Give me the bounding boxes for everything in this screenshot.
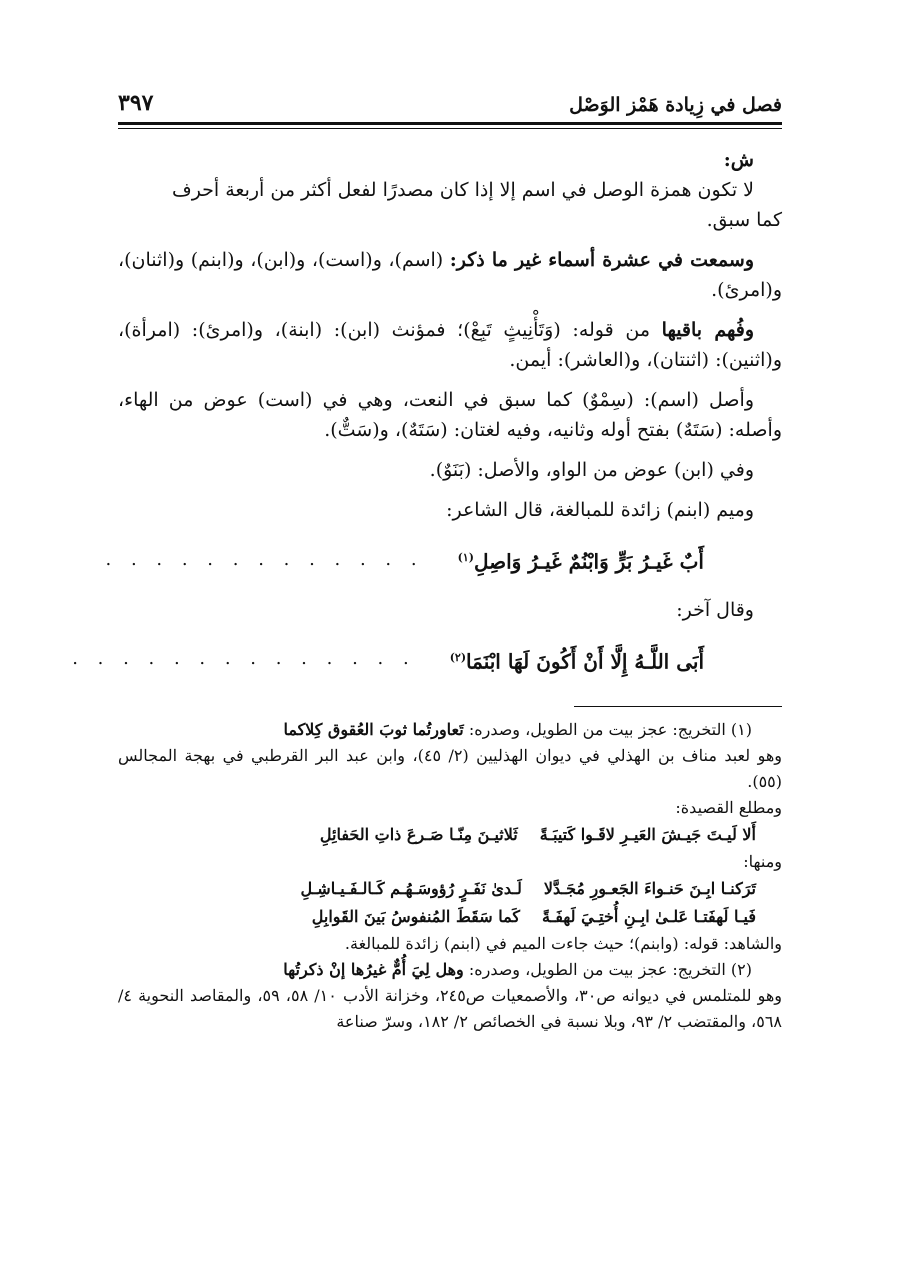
poem-line-1 bbox=[118, 821, 782, 849]
poem-line-2-second: لَـدىٰ نَفَـرٍ رُؤوسَـهُـم كَـالـفَـيـاشِـلِ bbox=[300, 879, 522, 899]
footnote-2-label: (٢) التخريج: عجز بيت من الطويل، وصدره: bbox=[463, 960, 752, 980]
verse-2-hemistich: أَبَى اللَّـهُ إِلَّا أَنْ أَكُونَ لَهَا ابْنَمَا bbox=[466, 649, 704, 674]
header-rule-thick bbox=[118, 122, 782, 125]
paragraph-1-line-1: لا تكون همزة الوصل في اسم إلا إذا كان مصدرًا لفعل أكثر من أربعة أحرف bbox=[172, 179, 754, 201]
page-number: ٣٩٧ bbox=[118, 90, 154, 116]
footnote-1-verse: تَعاورتُما ثوبَ العُقوق كِلاكما bbox=[283, 720, 464, 740]
footnote-2-source: وهو للمتلمس في ديوانه ص٣٠، والأصمعيات ص٢٤٥، وخزانة الأدب ١٠/ ٥٨، ٥٩، والمقاصد النحوية ٤/ ٥٦٨، والمقتضب ٢/ ٩٣، وبلا نسبة في الخصائص ٢/ ١٨٢، وسرّ صناعة bbox=[118, 986, 783, 1032]
paragraph-1-line-2: كما سبق. bbox=[706, 209, 782, 231]
verse-2-text bbox=[450, 643, 704, 677]
footnote-1-head bbox=[118, 717, 782, 743]
footnote-1-matla: ومطلع القصيدة: bbox=[675, 798, 782, 818]
paragraph-7: وقال آخر: bbox=[676, 598, 754, 621]
footnote-2-head bbox=[118, 957, 782, 983]
poem-line-3-second: كَما سَقَطَ المُنفوسُ بَينَ القَوابِلِ bbox=[311, 907, 520, 927]
paragraph-5: وفي (ابن) عوض من الواو، والأصل: (بَنَوٌ). bbox=[429, 459, 754, 481]
footnote-1-source: وهو لعبد مناف بن الهذلي في ديوان الهذليين (٢/ ٤٥)، وابن عبد البر القرطبي في بهجة المجالس (٥٥). bbox=[118, 746, 782, 792]
poem-line-3 bbox=[118, 903, 782, 931]
verse-2-dots: . . . . . . . . . . . . . . bbox=[72, 648, 416, 670]
verse-2 bbox=[72, 643, 782, 677]
page-header bbox=[118, 82, 782, 116]
footnotes bbox=[118, 717, 782, 1035]
paragraph-6: وميم (ابنم) زائدة للمبالغة، قال الشاعر: bbox=[446, 499, 754, 521]
paragraph-4: وأصل (اسم): (سِمْوٌ) كما سبق في النعت، وهي في (است) عوض من الهاء، وأصله: (سَتَهٌ) بفتح أوله وثانيه، وفيه لغتان: (سَتَهٌ)، و(سَتٌّ). bbox=[118, 389, 782, 441]
verse-1-hemistich: أَبٌ غَيـرُ بَرٍّ وَابْنُمٌ غَيـرُ وَاصِلِ bbox=[473, 549, 704, 574]
footnote-1-minha: ومنها: bbox=[743, 852, 782, 872]
verse-1-dots: . . . . . . . . . . . . . bbox=[105, 548, 424, 570]
footnote-ref-1: (١) bbox=[457, 551, 474, 564]
poem-line-1-first: أَلا لَيـتَ جَيـشَ العَيـرِ لاقَـوا كَتيبَـةً bbox=[539, 825, 756, 845]
chapter-title: فصل في زِيادة هَمْز الوَصْل bbox=[569, 94, 782, 116]
paragraph-2 bbox=[118, 245, 782, 305]
poem-line-2 bbox=[118, 875, 782, 903]
poem-line-1-second: ثَلاثيـنَ مِنّـا صَـرعَ ذاتِ الحَفائِلِ bbox=[319, 825, 518, 845]
paragraph-3 bbox=[118, 315, 782, 375]
paragraph-2-rest: (اسم)، و(است)، و(ابن)، و(ابنم) و(اثنان)، و(امرئ). bbox=[118, 249, 782, 301]
footnote-ref-2: (٢) bbox=[449, 650, 467, 664]
verse-1 bbox=[105, 543, 782, 577]
book-page bbox=[72, 82, 783, 1252]
footnote-2-verse: وهل لِيَ أُمٌّ غيرُها إنْ ذكرتُها bbox=[283, 960, 464, 980]
header-rule-thin bbox=[118, 128, 782, 129]
poem-line-2-first: تَرَكنـا ابِـنَ حَنـواءَ الجَعـورِ مُجَـدَّلا bbox=[543, 879, 756, 899]
footnote-1-label: (١) التخريج: عجز بيت من الطويل، وصدره: bbox=[463, 720, 752, 740]
paragraph-3-bold: وفُهم باقيها bbox=[661, 319, 754, 341]
footnote-1-shahid: والشاهد: قوله: (وابنم)؛ حيث جاءت الميم في (ابنم) زائدة للمبالغة. bbox=[344, 934, 782, 954]
main-text bbox=[72, 145, 782, 676]
sharh-label: ش: bbox=[723, 149, 754, 171]
footnote-separator bbox=[574, 706, 782, 707]
paragraph-2-bold: وسمعت في عشرة أسماء غير ما ذكر: bbox=[449, 249, 755, 271]
poem-line-3-first: فَيـا لَهفَتـا عَلـىٰ ابِـنِ أُختِـيَ لَهفَـةً bbox=[541, 907, 756, 927]
paragraph-3-rest: من قوله: (وَتَأْنِيثٍ تَبِعْ)؛ فمؤنث (ابن): (ابنة)، و(امرئ): (امرأة)، و(اثنين): (اثنتان)، و(العاشر): أيمن. bbox=[118, 319, 782, 371]
paragraph-1 bbox=[118, 175, 782, 235]
verse-1-text bbox=[458, 543, 704, 577]
